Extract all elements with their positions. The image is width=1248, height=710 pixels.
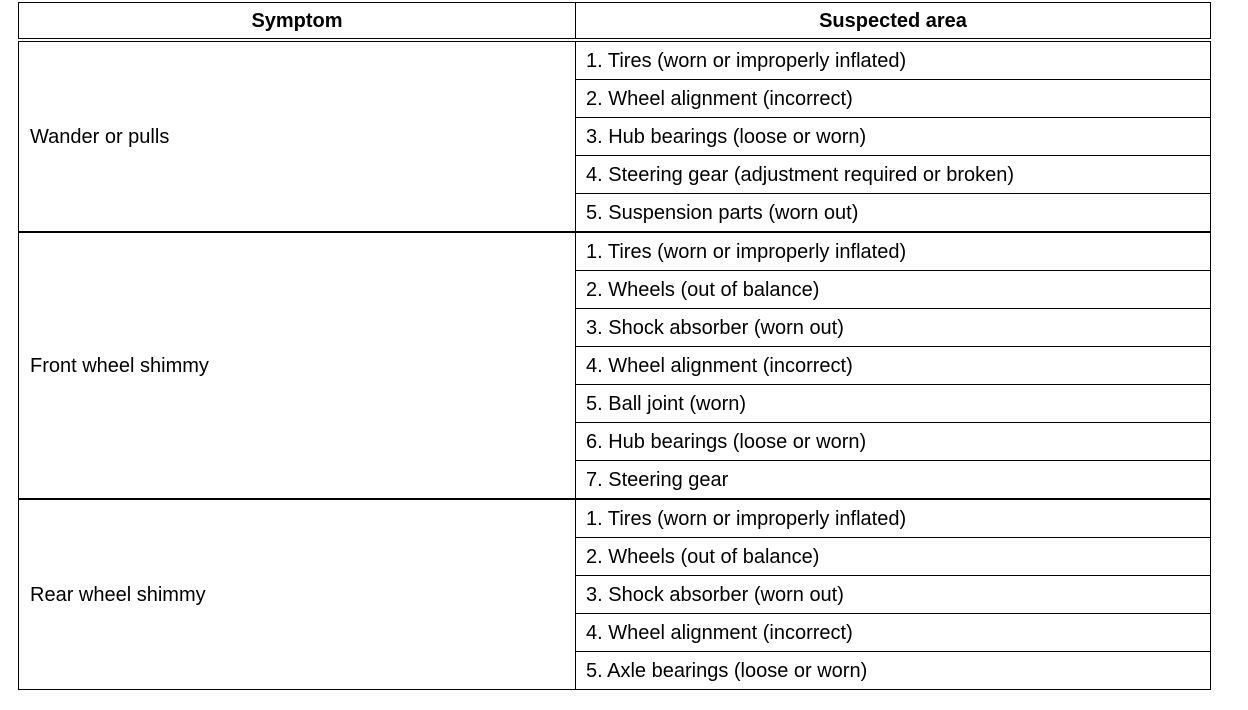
suspected-area-cell: 5. Axle bearings (loose or worn): [576, 652, 1211, 690]
table-row: [19, 40, 1211, 80]
suspected-area-cell: 3. Shock absorber (worn out): [576, 309, 1211, 347]
suspected-area-cell: 4. Steering gear (adjustment required or broken): [576, 156, 1211, 194]
group-front-wheel-shimmy: [19, 232, 1211, 499]
table-header: [19, 3, 1211, 41]
symptom-cell: Wander or pulls: [19, 40, 576, 232]
suspected-area-cell: 2. Wheels (out of balance): [576, 538, 1211, 576]
header-row: [19, 3, 1211, 41]
suspected-area-cell: 1. Tires (worn or improperly inflated): [576, 232, 1211, 271]
suspected-area-cell: 3. Shock absorber (worn out): [576, 576, 1211, 614]
header-symptom: Symptom: [19, 3, 576, 41]
suspected-area-cell: 2. Wheel alignment (incorrect): [576, 80, 1211, 118]
suspected-area-cell: 4. Wheel alignment (incorrect): [576, 347, 1211, 385]
symptom-cell: Rear wheel shimmy: [19, 499, 576, 690]
symptom-cell: Front wheel shimmy: [19, 232, 576, 499]
table-row: [19, 232, 1211, 271]
suspected-area-cell: 1. Tires (worn or improperly inflated): [576, 40, 1211, 80]
symptom-table: [18, 2, 1211, 690]
suspected-area-cell: 5. Suspension parts (worn out): [576, 194, 1211, 233]
suspected-area-cell: 7. Steering gear: [576, 461, 1211, 500]
group-rear-wheel-shimmy: [19, 499, 1211, 690]
table-row: [19, 499, 1211, 538]
suspected-area-cell: 6. Hub bearings (loose or worn): [576, 423, 1211, 461]
suspected-area-cell: 4. Wheel alignment (incorrect): [576, 614, 1211, 652]
suspected-area-cell: 3. Hub bearings (loose or worn): [576, 118, 1211, 156]
suspected-area-cell: 5. Ball joint (worn): [576, 385, 1211, 423]
header-suspected-area: Suspected area: [576, 3, 1211, 41]
suspected-area-cell: 1. Tires (worn or improperly inflated): [576, 499, 1211, 538]
group-wander-or-pulls: [19, 40, 1211, 232]
suspected-area-cell: 2. Wheels (out of balance): [576, 271, 1211, 309]
